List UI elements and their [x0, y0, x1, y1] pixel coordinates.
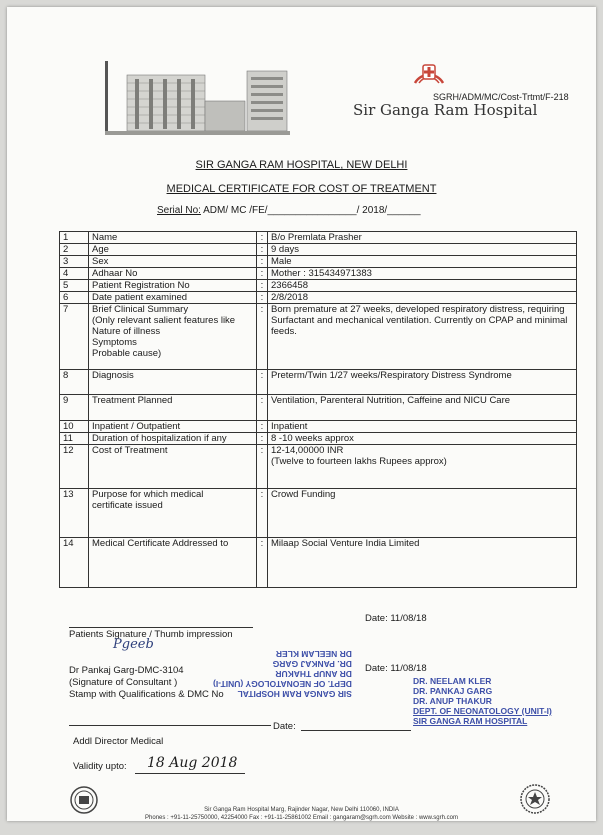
hospital-building-illustration	[105, 53, 290, 135]
row-number: 2	[60, 244, 89, 256]
row-number: 8	[60, 370, 89, 395]
row-colon: :	[257, 538, 268, 588]
table-row	[60, 268, 577, 280]
row-label: Duration of hospitalization if any	[89, 433, 257, 445]
reversed-department-stamp: SIR GANGA RAM HOSPITAL DEPT. OF NEONATOLOGY (UNIT-I) DR ANUP THAKUR DR. PANKAJ GARG DR NEELAM KLER	[213, 649, 352, 699]
consultant-date: Date: 11/08/18	[365, 663, 427, 674]
row-value: Milaap Social Venture India Limited	[268, 538, 577, 588]
doctor-signature-scrawl: Pgeeb	[113, 637, 154, 652]
table-row	[60, 370, 577, 395]
row-colon: :	[257, 292, 268, 304]
row-label: Inpatient / Outpatient	[89, 421, 257, 433]
row-label: Patient Registration No	[89, 280, 257, 292]
row-label: Diagnosis	[89, 370, 257, 395]
row-label: Treatment Planned	[89, 395, 257, 421]
row-value: Born premature at 27 weeks, developed respiratory distress, requiring Surfactant and mechanical ventilation. Currently on CPAP and minimal feeds.	[268, 304, 577, 370]
table-row	[60, 395, 577, 421]
row-value: Male	[268, 256, 577, 268]
row-label-sub: Symptoms	[92, 337, 137, 348]
row-label-sub: Probable cause)	[92, 348, 162, 359]
validity-date-handwritten: 18 Aug 2018	[147, 755, 238, 771]
table-row	[60, 280, 577, 292]
row-colon: :	[257, 489, 268, 538]
row-number: 9	[60, 395, 89, 421]
row-label: Cost of Treatment	[89, 445, 257, 489]
row-number: 7	[60, 304, 89, 370]
row-colon: :	[257, 304, 268, 370]
row-value-main: 12-14,00000 INR	[271, 445, 344, 456]
validity-label: Validity upto:	[73, 761, 127, 772]
row-label-sub: Nature of illness	[92, 326, 161, 337]
row-colon: :	[257, 445, 268, 489]
certificate-page	[7, 7, 596, 821]
row-colon: :	[257, 370, 268, 395]
patient-signature-line	[69, 627, 253, 628]
table-row	[60, 304, 577, 370]
row-colon: :	[257, 256, 268, 268]
doctor-signature-label: (Signature of Consultant )	[69, 677, 178, 688]
serial-year: / 2018/	[356, 205, 388, 216]
hospital-logo-icon	[409, 53, 449, 93]
table-row	[60, 489, 577, 538]
row-number: 14	[60, 538, 89, 588]
row-colon: :	[257, 395, 268, 421]
row-label-sub: certificate issued	[92, 500, 163, 511]
director-signature-line	[69, 725, 271, 726]
row-number: 6	[60, 292, 89, 304]
row-number: 5	[60, 280, 89, 292]
form-reference-code: SGRH/ADM/MC/Cost-Trtmt/F-218	[433, 92, 569, 102]
stamp-qualification-label: Stamp with Qualifications & DMC No	[69, 689, 224, 700]
document-title-certificate: MEDICAL CERTIFICATE FOR COST OF TREATMENT	[166, 183, 437, 195]
hospital-name: Sir Ganga Ram Hospital	[353, 101, 538, 119]
validity-line	[135, 773, 245, 774]
department-stamp: DR. NEELAM KLER DR. PANKAJ GARG DR. ANUP THAKUR DEPT. OF NEONATOLOGY (UNIT-I) SIR GANGA RAM HOSPITAL	[413, 676, 552, 726]
row-label	[89, 489, 257, 538]
row-label-sub: (Only relevant salient features like	[92, 315, 236, 326]
row-value: Mother : 315434971383	[268, 268, 577, 280]
row-number: 13	[60, 489, 89, 538]
row-value: 8 -10 weeks approx	[268, 433, 577, 445]
row-number: 11	[60, 433, 89, 445]
row-value: 2366458	[268, 280, 577, 292]
table-row	[60, 256, 577, 268]
row-value: Preterm/Twin 1/27 weeks/Respiratory Distress Syndrome	[268, 370, 577, 395]
serial-prefix: ADM/ MC /FE/	[203, 205, 268, 216]
row-colon: :	[257, 268, 268, 280]
hospital-contact: Phones : +91-11-25750000, 42254000 Fax : +91-11-25861002 Email : gangaram@sgrh.com Website : www.sgrh.com	[145, 815, 458, 821]
row-value: Ventilation, Parenteral Nutrition, Caffeine and NICU Care	[268, 395, 577, 421]
doctor-name: Dr Pankaj Garg-DMC-3104	[69, 665, 184, 676]
row-colon: :	[257, 244, 268, 256]
certificate-date: Date: 11/08/18	[365, 613, 427, 624]
row-number: 1	[60, 232, 89, 244]
row-number: 3	[60, 256, 89, 268]
serial-label: Serial No:	[157, 205, 201, 216]
row-label: Name	[89, 232, 257, 244]
row-value: 2/8/2018	[268, 292, 577, 304]
row-value: 9 days	[268, 244, 577, 256]
row-value	[268, 445, 577, 489]
row-number: 4	[60, 268, 89, 280]
row-colon: :	[257, 433, 268, 445]
row-colon: :	[257, 232, 268, 244]
row-value: Inpatient	[268, 421, 577, 433]
table-row	[60, 433, 577, 445]
table-row	[60, 292, 577, 304]
row-colon: :	[257, 421, 268, 433]
table-row	[60, 421, 577, 433]
row-value: B/o Premlata Prasher	[268, 232, 577, 244]
row-label: Adhaar No	[89, 268, 257, 280]
director-date-label: Date:	[273, 721, 296, 732]
row-value: Crowd Funding	[268, 489, 577, 538]
row-label	[89, 304, 257, 370]
row-label-main: Brief Clinical Summary	[92, 304, 189, 315]
table-row	[60, 232, 577, 244]
certificate-table	[59, 231, 577, 588]
serial-number: Serial No: ADM/ MC /FE/________________/ 2018/______	[157, 205, 421, 216]
table-row	[60, 244, 577, 256]
row-label: Age	[89, 244, 257, 256]
row-label-main: Purpose for which medical	[92, 489, 204, 500]
row-value-sub: (Twelve to fourteen lakhs Rupees approx)	[271, 456, 447, 467]
row-number: 12	[60, 445, 89, 489]
row-number: 10	[60, 421, 89, 433]
table-row	[60, 538, 577, 588]
director-date-line	[301, 730, 411, 731]
row-label: Sex	[89, 256, 257, 268]
row-colon: :	[257, 280, 268, 292]
row-label: Medical Certificate Addressed to	[89, 538, 257, 588]
document-title-hospital: SIR GANGA RAM HOSPITAL, NEW DELHI	[195, 159, 408, 171]
table-row	[60, 445, 577, 489]
hospital-address: Sir Ganga Ram Hospital Marg, Rajinder Nagar, New Delhi 110060, INDIA	[204, 807, 399, 813]
addl-director-label: Addl Director Medical	[73, 736, 164, 747]
row-label: Date patient examined	[89, 292, 257, 304]
patient-signature-label: Patients Signature / Thumb impression	[69, 629, 233, 640]
